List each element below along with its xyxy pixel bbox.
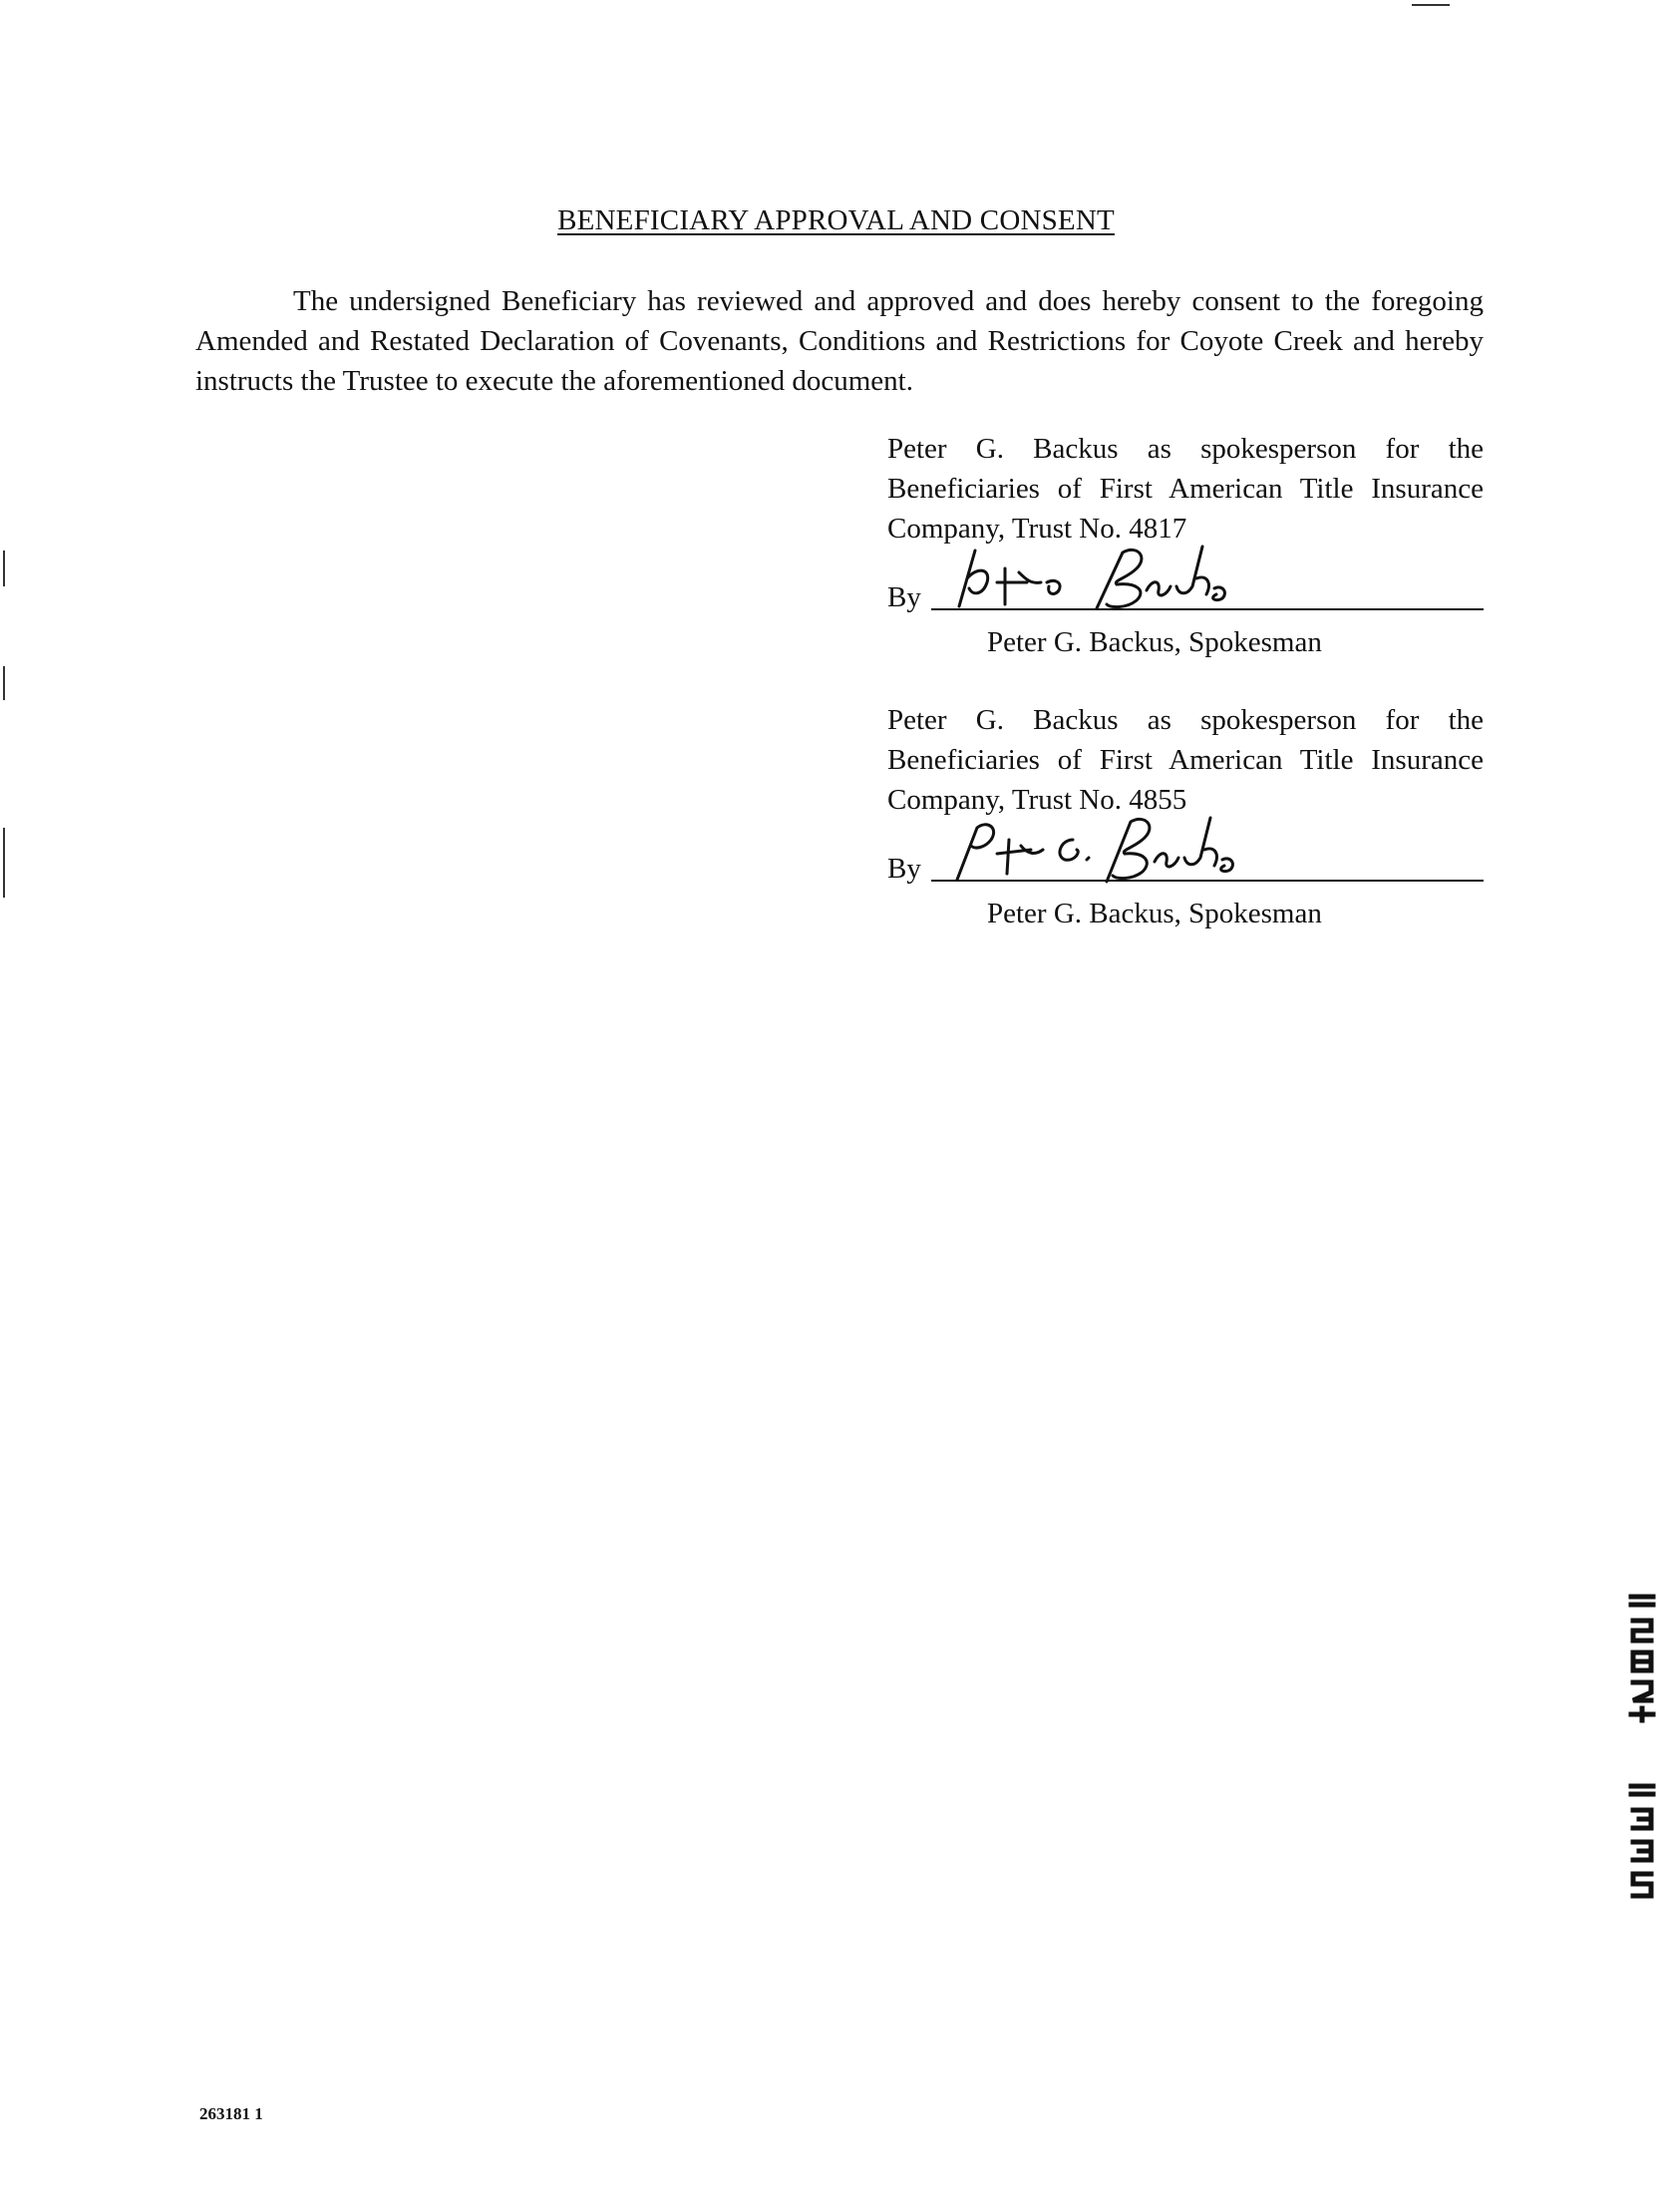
by-label: By xyxy=(887,853,921,885)
scan-mark xyxy=(3,828,5,898)
scan-mark xyxy=(1412,4,1450,6)
handwritten-signature-icon xyxy=(947,810,1266,890)
by-label: By xyxy=(887,581,921,613)
consent-paragraph: The undersigned Beneficiary has reviewed and approved and does hereby consent to the foregoing Amended and Restated Declaration of Covenants, Conditions and Restrictions for Coyote Creek and hereby instructs the Trustee to execute the aforementioned document. xyxy=(195,285,1484,397)
document-id: 263181 1 xyxy=(199,2104,263,2123)
handwritten-signature-icon xyxy=(947,539,1266,618)
signature-line xyxy=(887,570,1484,622)
signer-name: Peter G. Backus, Spokesman xyxy=(987,898,1322,929)
signature-block-trust-4817 xyxy=(887,429,1484,659)
signature-line xyxy=(887,842,1484,894)
signature-block-trust-4855 xyxy=(887,700,1484,930)
signer-name: Peter G. Backus, Spokesman xyxy=(987,626,1322,658)
document-title: BENEFICIARY APPROVAL AND CONSENT xyxy=(557,204,1115,236)
signature-intro: Peter G. Backus as spokesperson for the Beneficiaries of First American Title Insurance Company, Trust No. 4817 xyxy=(887,433,1484,545)
scan-mark xyxy=(3,666,5,700)
recording-stamp-icon xyxy=(1623,1591,1663,1950)
signature-intro: Peter G. Backus as spokesperson for the Beneficiaries of First American Title Insurance Company, Trust No. 4855 xyxy=(887,704,1484,816)
scan-mark xyxy=(3,551,5,586)
